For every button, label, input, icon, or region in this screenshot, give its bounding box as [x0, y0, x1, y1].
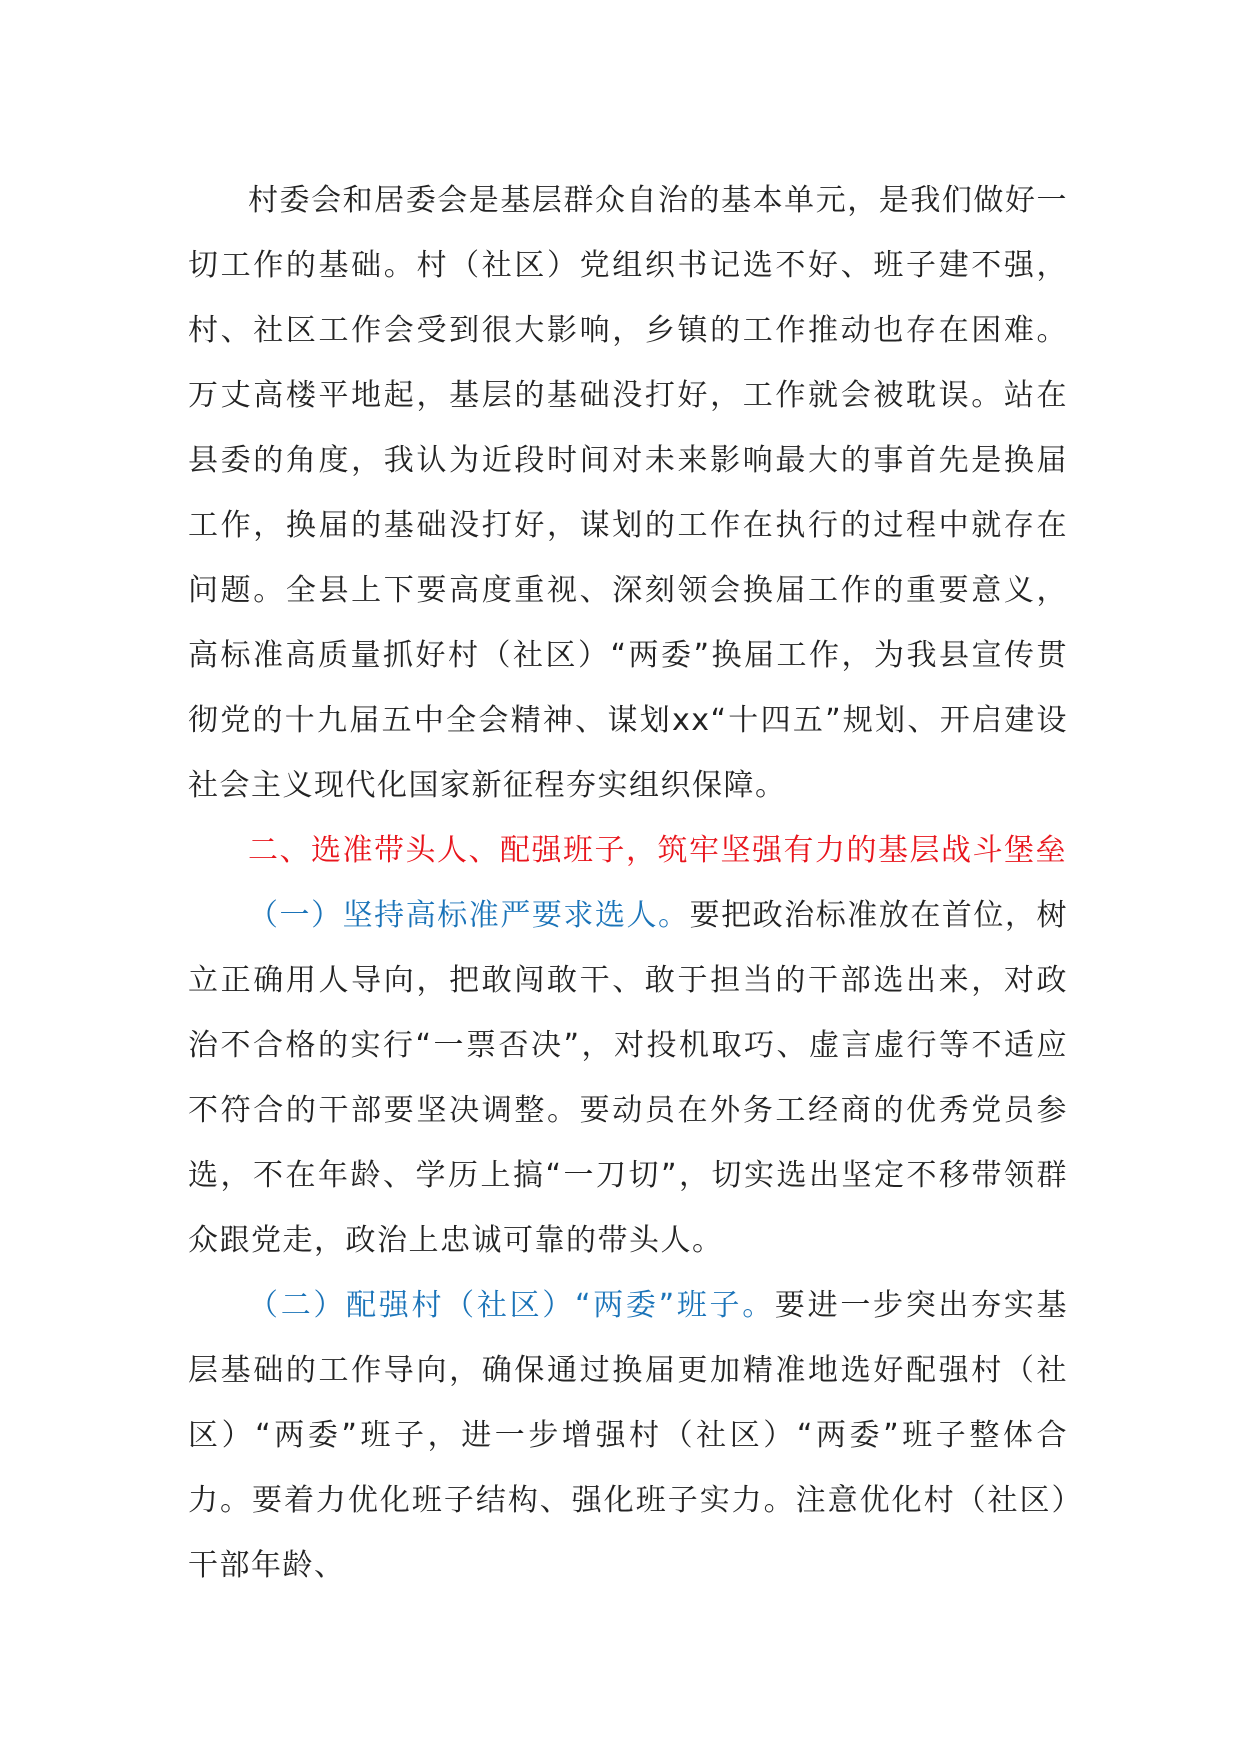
document-page	[188, 168, 1068, 1598]
paragraph-select-leaders-body: 要把政治标准放在首位，树立正确用人导向，把敢闯敢干、敢于担当的干部选出来，对政治不合格的实行“一票否决”，对投机取巧、虚言虚行等不适应不符合的干部要坚决调整。要动员在外务工经商的优秀党员参选，不在年龄、学历上搞“一刀切”，切实选出坚定不移带领群众跟党走，政治上忠诚可靠的带头人。	[188, 898, 1069, 1258]
subheading-strengthen-teams: （二）配强村（社区）“两委”班子。	[248, 1288, 775, 1323]
paragraph-select-leaders	[188, 883, 1068, 1273]
paragraph-strengthen-teams	[188, 1273, 1068, 1598]
paragraph-intro: 村委会和居委会是基层群众自治的基本单元，是我们做好一切工作的基础。村（社区）党组织书记选不好、班子建不强，村、社区工作会受到很大影响，乡镇的工作推动也存在困难。万丈高楼平地起，基层的基础没打好，工作就会被耽误。站在县委的角度，我认为近段时间对未来影响最大的事首先是换届工作，换届的基础没打好，谋划的工作在执行的过程中就存在问题。全县上下要高度重视、深刻领会换届工作的重要意义，高标准高质量抓好村（社区）“两委”换届工作，为我县宣传贯彻党的十九届五中全会精神、谋划xx“十四五”规划、开启建设社会主义现代化国家新征程夯实组织保障。	[188, 183, 1068, 803]
paragraph-strengthen-teams-body: 要进一步突出夯实基层基础的工作导向，确保通过换届更加精准地选好配强村（社区）“两委”班子，进一步增强村（社区）“两委”班子整体合力。要着力优化班子结构、强化班子实力。注意优化村（社区）干部年龄、	[188, 1288, 1068, 1583]
subheading-select-leaders: （一）坚持高标准严要求选人。	[248, 898, 690, 933]
section-heading-2: 二、选准带头人、配强班子，筑牢坚强有力的基层战斗堡垒	[248, 833, 1067, 868]
